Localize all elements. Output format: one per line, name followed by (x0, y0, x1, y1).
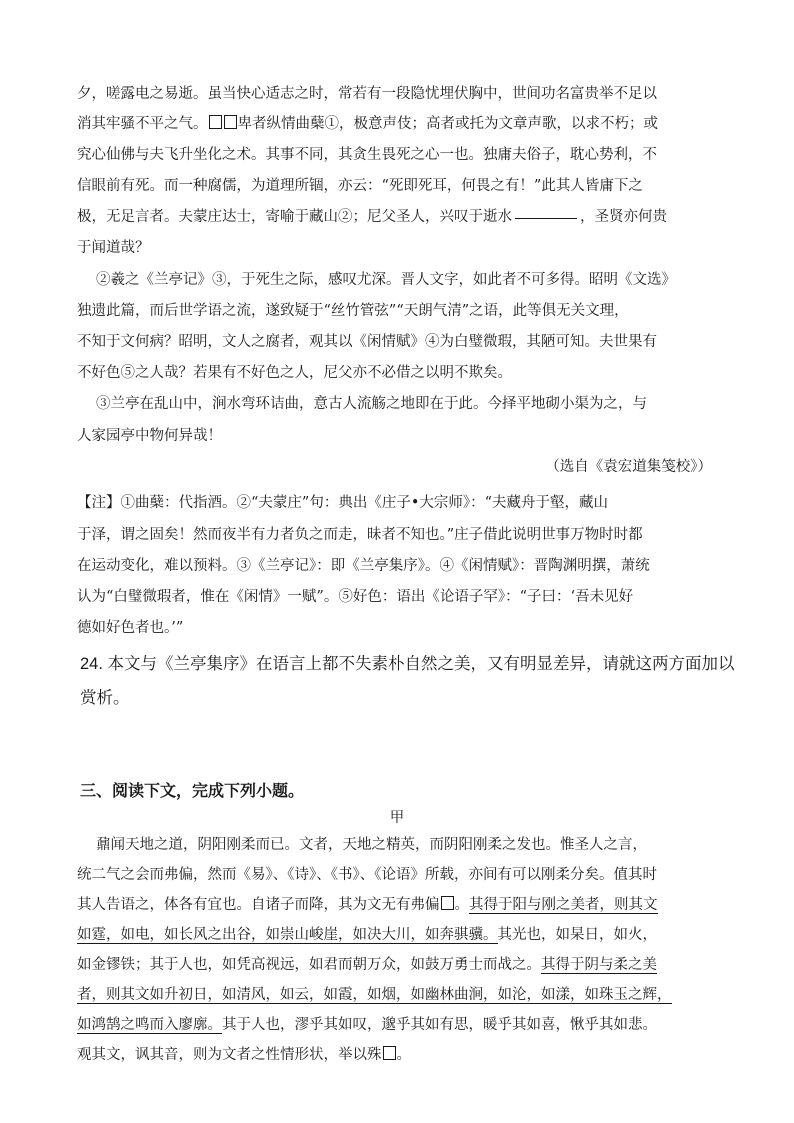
p1-line-6: 于闻道哉？ (77, 240, 150, 256)
s3-line-3: 其人告语之，体各有宜也。自诸子而降，其为文无有弗偏 。其得于阳与刚之美者，则其文 (77, 897, 658, 913)
source-citation: （选自《袁宏道集笺校》） (545, 459, 712, 475)
p2-line-1: ②羲之《兰亭记》③，于死生之际，感叹尤深。晋人文字，如此者不可多得。昭明《文选》 (96, 272, 676, 288)
notes-line-5: 德如好色者也。’” (77, 620, 184, 636)
underlined-text: 者，则其文如升初日，如清风，如云，如霞，如烟，如幽林曲涧，如沦，如漾，如珠玉之辉， (77, 987, 672, 1003)
underlined-text: 其得于阳与刚之美者，则其文 (469, 897, 658, 913)
s3-line-2: 统二气之会而弗偏，然而《易》、《诗》、《书》、《论语》所载，亦间有可以刚柔分矣。值其时 (77, 867, 657, 883)
p1-line-4: 信眼前有死。而一种腐儒，为道理所锢，亦云：“死即死耳，何畏之有！”此其人皆庸下之 (77, 178, 643, 194)
p1-line-3: 究心仙佛与夫飞升坐化之术。其事不同，其贪生畏死之心一也。独庸夫俗子，耽心势利，不 (77, 147, 657, 163)
underlined-text: 如霆，如电，如长风之出谷，如崇山峻崖，如决大川，如奔骐骥。 (77, 927, 498, 943)
p3-line-2: 人家园亭中物何异哉！ (77, 428, 222, 444)
section-3-heading: 三、阅读下文，完成下列小题。 (80, 783, 305, 800)
missing-char-box (383, 1046, 396, 1060)
s3-line-8: 观其文，讽其音，则为文者之性情形状，举以殊 。 (77, 1047, 411, 1063)
question-24-line-2: 赏析。 (80, 689, 130, 707)
p1-line-5: 极，无足言者。夫蒙庄达士，寄喻于藏山②；尼父圣人，兴叹于逝水 ，圣贤亦何贵 (77, 209, 667, 225)
missing-char-box (224, 115, 237, 129)
p2-line-3: 不知于文何病？昭明，文人之腐者，观其以《闲情赋》④为白璧微瑕，其陋可知。夫世果有 (77, 334, 657, 350)
notes-line-3: 在运动变化，难以预料。③《兰亭记》：即《兰亭集序》。④《闲情赋》：晋陶渊明撰，萧统 (77, 558, 650, 574)
s3-line-6 (77, 983, 672, 1004)
p1-line-2: 消其牢骚不平之气。 卑者纵情曲蘖①，极意声伎；高者或托为文章声歌，以求不朽；或 (77, 116, 658, 132)
fill-in-blank[interactable] (515, 217, 577, 219)
p2-line-4: 不好色⑤之人哉？若果有不好色之人，尼父亦不必借之以明不欺矣。 (77, 365, 512, 381)
p1-line-1: 夕，嗟露电之易逝。虽当快心适志之时，常若有一段隐忧埋伏胸中，世间功名富贵举不足以 (77, 86, 657, 102)
s3-line-1: 鼐闻天地之道，阴阳刚柔而已。文者，天地之精英，而阴阳刚柔之发也。惟圣人之言， (96, 837, 647, 853)
underlined-text: 其得于阴与柔之美 (541, 957, 657, 973)
s3-line-4: 如霆，如电，如长风之出谷，如崇山峻崖，如决大川，如奔骐骥。其光也，如杲日，如火， (77, 927, 657, 943)
missing-char-box (441, 896, 454, 910)
notes-line-4: 认为“白璧微瑕者，惟在《闲情》一赋”。⑤好色：语出《论语子罕》：“子曰：‘吾未见好 (77, 589, 634, 605)
missing-char-box (209, 115, 222, 129)
notes-line-1: 【注】①曲蘖：代指酒。②“夫蒙庄”句：典出《庄子•大宗师》：“夫藏舟于壑，藏山 (77, 495, 609, 511)
notes-line-2: 于泽，谓之固矣！然而夜半有力者负之而走，昧者不知也。”庄子借此说明世事万物时时都 (77, 527, 643, 543)
s3-line-7: 如鸿鹄之鸣而入廖廓。其于人也，漻乎其如叹，邈乎其如有思，暖乎其如喜，愀乎其如悲。 (77, 1017, 657, 1033)
p3-line-1: ③兰亭在乱山中，涧水弯环诘曲，意古人流觞之地即在于此。今择平地砌小渠为之，与 (96, 396, 647, 412)
passage-label-jia: 甲 (389, 810, 405, 826)
p2-line-2: 独遗此篇，而后世学语之流，遂致疑于“丝竹管弦”“天朗气清”之语，此等俱无关文理， (77, 303, 629, 319)
s3-line-5: 如金镠铁；其于人也，如凭高视远，如君而朝万众，如鼓万勇士而战之。其得于阴与柔之美 (77, 957, 657, 973)
underlined-text: 如鸿鹄之鸣而入廖廓。 (77, 1017, 222, 1033)
question-24-line-1: 24. 本文与《兰亭集序》在语言上都不失素朴自然之美，又有明显差异，请就这两方面加以 (80, 655, 735, 673)
